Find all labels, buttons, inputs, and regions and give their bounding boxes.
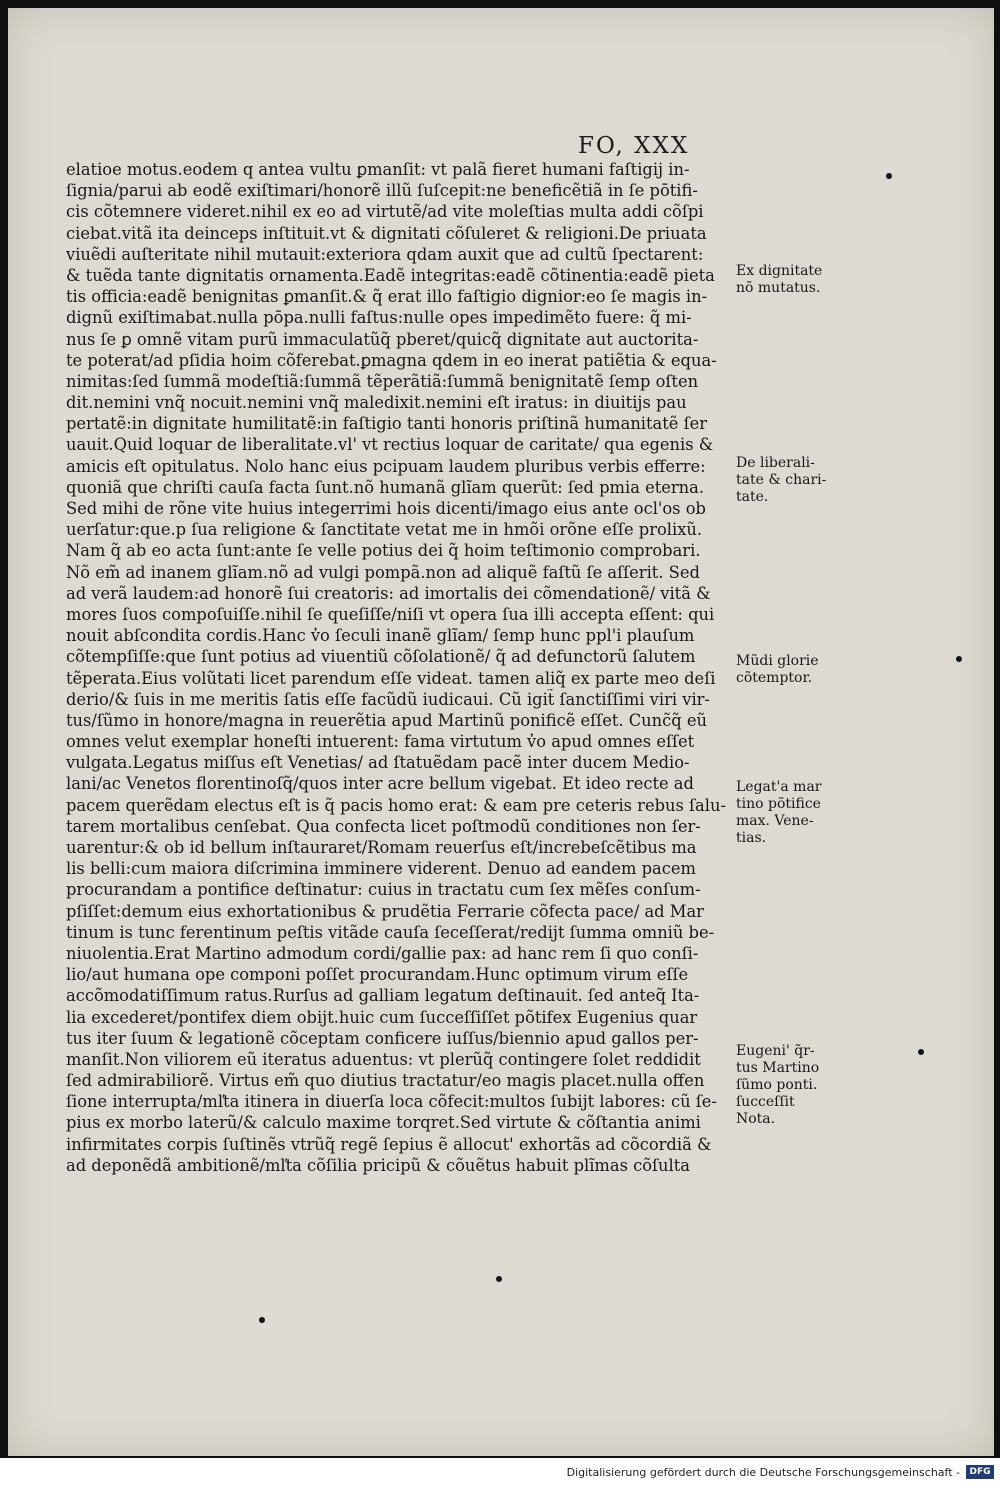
- text-line: Nam q̃ ab eo acta ſunt:ante ſe velle potius dei q̃ hoim teſtimonio comprobari.: [66, 541, 701, 561]
- margin-note-4: [736, 779, 821, 847]
- text-line: tẽperata.Eius volũtati licet parendum eſſe videat. tamen aliq̃ ex parte meo deſi: [66, 668, 716, 688]
- text-line: elatioe motus.eodem q antea vultu ꝑmanſit: vt palã fieret humani faſtigij in-: [66, 160, 690, 179]
- text-line: amicis eſt opitulatus. Nolo hanc eius pcipuam laudem pluribus verbis efferre:: [66, 456, 706, 476]
- margin-note-line: De liberali-: [736, 455, 815, 471]
- ink-dot: [956, 656, 962, 662]
- text-line: Sed mihi de rõne vite huius integerrimi hois dicenti/imago eius ante ocl'os ob: [66, 499, 706, 518]
- text-line: niuolentia.Erat Martino admodum cordi/gallie pax: ad hanc rem ſi quo conſi-: [66, 943, 699, 963]
- margin-note-3: [736, 653, 819, 687]
- text-line: uarentur:& ob id bellum inſtauraret/Romam reuerſus eſt/increbeſcẽtibus ma: [66, 838, 697, 857]
- text-line: vulgata.Legatus miſſus eſt Venetias/ ad ſtatuẽdam pacẽ inter ducem Medio-: [66, 753, 690, 773]
- footer-credit: Digitalisierung gefördert durch die Deutsche Forschungsgemeinschaft -: [566, 1466, 960, 1479]
- ink-dot: [918, 1049, 924, 1055]
- margin-note-line: Ex dignitate: [736, 263, 823, 279]
- text-line: infirmitates corpis ſuſtinẽs vtrũq̃ regẽ ſepius ẽ allocut' exhortãs ad cõcordiã &: [66, 1134, 712, 1154]
- folio-number: FO, XXX: [578, 133, 690, 159]
- text-line: nouit abſcondita cordis.Hanc v̓o ſeculi inanẽ glĩam/ ſemp hunc ppl'i plauſum: [66, 626, 695, 646]
- text-line: manſit.Non viliorem eũ iteratus aduentus: vt plerũq̃ contingere ſolet reddidit: [66, 1049, 701, 1069]
- text-line: tus iter ſuum & legationẽ cõceptam conficere iuſſus/biennio apud gallos per-: [66, 1028, 699, 1048]
- text-line: lis belli:cum maiora diſcrimina imminere viderent. Denuo ad eandem pacem: [66, 859, 696, 879]
- margin-note-line: max. Vene-: [736, 813, 814, 829]
- text-line: lia excederet/pontifex diem obijt.huic cum ſucceſſiſſet põtifex Eugenius quar: [66, 1007, 698, 1027]
- text-line: Nõ em̃ ad inanem glĩam.nõ ad vulgi pompã.non ad aliquẽ faſtũ ſe aſſerit. Sed: [66, 562, 700, 582]
- text-line: cis cõtemnere videret.nihil ex eo ad virtutẽ/ad vite moleſtias multa addi cõſpi: [66, 202, 704, 222]
- text-line: procurandam a pontifice deſtinatur: cuius in tractatu cum ſex mẽſes conſum-: [66, 880, 701, 900]
- text-line: tarem mortalibus cenſebat. Qua confecta licet poſtmodũ conditiones non ſer-: [66, 816, 701, 836]
- text-line: lio/aut humana ope componi poſſet procurandam.Hunc optimum virum eſſe: [66, 965, 689, 985]
- text-line: ſed admirabiliorẽ. Virtus em̃ quo diutius tractatur/eo magis placet.nulla offen: [66, 1071, 705, 1091]
- text-line: omnes velut exemplar honeſti intuerent: fama virtutum v̓o apud omnes eſſet: [66, 732, 695, 752]
- margin-note-5: [736, 1043, 819, 1128]
- text-line: tus/ſũmo in honore/magna in reuerẽtia apud Martinũ ponificẽ eſſet. Cunc̃q̃ eũ: [66, 710, 707, 730]
- text-line: dignũ exiſtimabat.nulla pōpa.nulli faſtus:nulle opes impedimẽto fuere: q̃ mi-: [66, 308, 692, 328]
- text-line: mores ſuos compoſuiſſe.nihil ſe queſiſſe/niſi vt opera ſua illi accepta eſſent: qui: [66, 604, 715, 624]
- text-line: pſiſſet:demum eius exhortationibus & prudẽtia Ferrarie cõfecta pace/ ad Mar: [66, 901, 704, 921]
- text-line: accõmodatiſſimum ratus.Rurſus ad galliam legatum deſtinauit. ſed anteq̃ Ita-: [66, 986, 700, 1006]
- text-line: lani/ac Venetos florentinoſq̃/quos inter acre bellum vigebat. Et ideo recte ad: [66, 774, 694, 794]
- main-text-block: [66, 159, 734, 1176]
- margin-note-line: cõtemptor.: [736, 670, 813, 686]
- margin-note-line: ſucceſſit: [736, 1094, 795, 1110]
- margin-note-line: Nota.: [736, 1111, 776, 1127]
- margin-note-1: [736, 263, 822, 297]
- margin-note-line: Eugeni' q̃r-: [736, 1043, 815, 1059]
- text-line: ſione interrupta/mľta itinera in diuerſa loca cõfecit:multos ſubijt labores: cũ ſe-: [66, 1092, 717, 1112]
- text-line: tis officia:eadẽ benignitas ꝑmanſit.& q̃ erat illo faſtigio dignior:eo ſe magis in-: [66, 287, 708, 307]
- text-line: cõtempſiſſe:que ſunt potius ad viuentiũ cõſolationẽ/ q̃ ad defunctorũ ſalutem: [66, 647, 696, 667]
- text-line: pacem querẽdam electus eſt is q̃ pacis homo erat: & eam pre ceteris rebus ſalu-: [66, 795, 726, 815]
- text-line: uerſatur:que.p ſua religione & ſanctitate vetat me in hmõi orõne eſſe prolixũ.: [66, 520, 703, 540]
- margin-note-line: tate.: [736, 489, 769, 505]
- margin-note-line: tate & chari-: [736, 472, 827, 488]
- ink-dot: [259, 1317, 265, 1323]
- text-line: dit.nemini vnq̃ nocuit.nemini vnq̃ maledixit.nemini eſt iratus: in diuitijs pau: [66, 393, 687, 413]
- text-line: nus ſe ꝑ omnẽ vitam purũ immaculatũq̃ pberet/quicq̃ dignitate aut auctorita-: [66, 329, 699, 349]
- margin-note-line: tus Martino: [736, 1060, 820, 1076]
- text-line: tinum is tunc ferentinum peſtis vitãde cauſa ſeceſſerat/redijt ſumma omniũ be-: [66, 922, 715, 942]
- ink-dot: [886, 173, 892, 179]
- text-line: quoniã que chriſti cauſa facta ſunt.nõ humanã glĩam querũt: ſed pmia eterna.: [66, 477, 705, 497]
- text-line: ad verã laudem:ad honorẽ ſui creatoris: ad imortalis dei cõmendationẽ/ vitã &: [66, 583, 711, 603]
- text-line: & tuẽda tante dignitatis ornamenta.Eadẽ integritas:eadẽ cõtinentia:eadẽ pieta: [66, 265, 715, 285]
- margin-note-line: tino põtifice: [736, 796, 821, 812]
- text-line: derio/& ſuis in me meritis ſatis eſſe facũdũ iudicaui. Cũ igit̃ ſanctiſſimi viri vir-: [66, 689, 710, 709]
- text-line: ſignia/parui ab eodẽ exiſtimari/honorẽ illũ ſuſcepit:ne beneficẽtiã in ſe pōtifi-: [66, 181, 698, 201]
- text-line: nimitas:ſed ſummã modeſtiã:ſummã tẽperãtiã:ſummã benignitatẽ ſemp oſten: [66, 371, 699, 391]
- text-line: viuẽdi auſteritate nihil mutauit:exteriora qdam auxit que ad cultũ ſpectarent:: [66, 244, 704, 264]
- margin-note-2: [736, 455, 826, 506]
- text-line: ad deponẽdã ambitionẽ/mľta cõſilia pricipũ & cõuẽtus habuit plĩmas cõſulta: [66, 1155, 690, 1175]
- text-line: uauit.Quid loquar de liberalitate.vl' vt rectius loquar de caritate/ qua egenis &: [66, 435, 714, 455]
- dfg-logo: DFG: [966, 1465, 994, 1479]
- text-line: ciebat.vitã ita deinceps inſtituit.vt & dignitati cõſuleret & religioni.De priuata: [66, 223, 707, 243]
- ink-dot: [496, 1276, 502, 1282]
- margin-note-line: ſũmo ponti.: [736, 1077, 818, 1093]
- text-line: te poterat/ad pſidia hoim cõferebat.ꝑmagna qdem in eo inerat patiẽtia & equa-: [66, 350, 717, 370]
- text-line: pertatẽ:in dignitate humilitatẽ:in faſtigio tanti honoris priſtinã humanitatẽ ſer: [66, 414, 708, 434]
- text-line: pius ex morbo laterũ/& calculo maxime torqret.Sed virtute & cõſtantia animi: [66, 1113, 701, 1133]
- margin-note-line: Mũdi glorie: [736, 653, 819, 669]
- margin-note-line: Legat'a mar: [736, 779, 822, 795]
- margin-note-line: nõ mutatus.: [736, 280, 821, 296]
- margin-note-line: tias.: [736, 830, 767, 846]
